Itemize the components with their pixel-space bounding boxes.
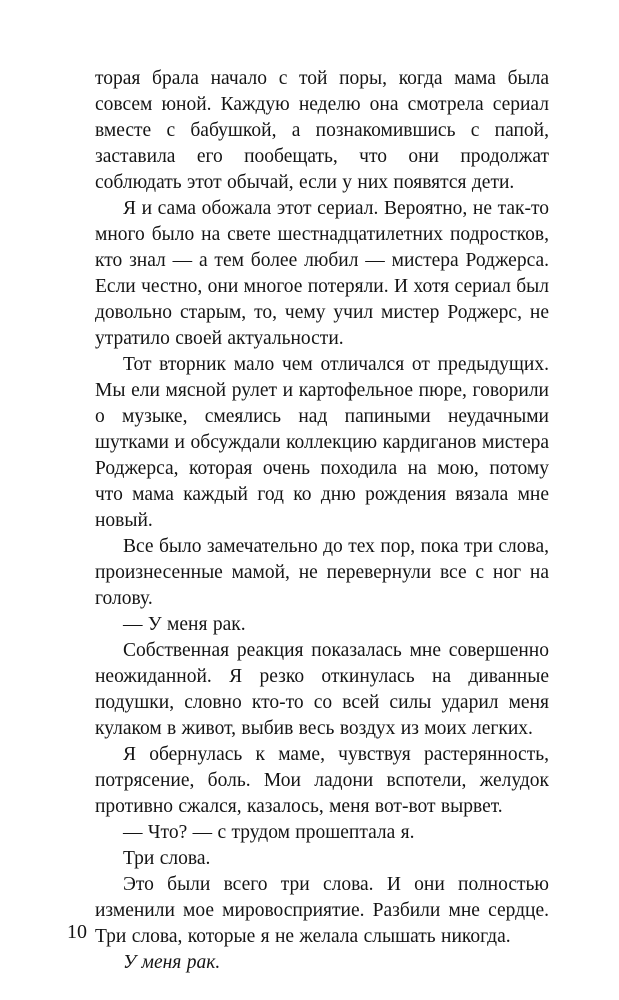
dialogue-line: — Что? — с трудом прошептала я. <box>123 822 415 843</box>
paragraph: Три слова. <box>123 848 211 869</box>
paragraph: торая брала начало с той поры, когда мама была совсем юной. Каждую неделю она смотрела сериал вместе с бабушкой, а познакомившись с папой, заставила его пообещать, что они продолжат соблюдать этот обычай, если у них появятся дети. <box>95 68 549 193</box>
paragraph: Я и сама обожала этот сериал. Вероятно, не так-то много было на свете шестнадцатилетних подростков, кто знал — а тем более любил — мистера Роджерса. Если честно, они многое потеряли. И хотя сериал был довольно старым, то, чему учил мистер Роджерс, не утратило своей актуальности. <box>95 198 549 349</box>
paragraph: Тот вторник мало чем отличался от предыдущих. Мы ели мясной рулет и картофельное пюре, говорили о музыке, смеялись над папиными неудачными шутками и обсуждали коллекцию кардиганов мистера Роджерса, которая очень походила на мою, потому что мама каждый год ко дню рождения вязала мне новый. <box>95 354 549 531</box>
paragraph: Все было замечательно до тех пор, пока три слова, произнесенные мамой, не перевернули все с ног на голову. <box>95 536 549 609</box>
italic-line: У меня рак. <box>123 952 221 973</box>
dialogue-line: — У меня рак. <box>123 614 246 635</box>
paragraph: Я обернулась к маме, чувствуя растерянность, потрясение, боль. Мои ладони вспотели, желудок противно сжался, казалось, меня вот-вот вырвет. <box>95 744 549 817</box>
page-number: 10 <box>67 921 87 943</box>
paragraph: Собственная реакция показалась мне совершенно неожиданной. Я резко откинулась на диванные подушки, словно кто-то со всей силы ударил меня кулаком в живот, выбив весь воздух из моих легких. <box>95 640 549 739</box>
body-text <box>95 66 549 976</box>
paragraph: Это были всего три слова. И они полностью изменили мое мировосприятие. Разбили мне сердце. Три слова, которые я не желала слышать никогда. <box>95 874 549 947</box>
